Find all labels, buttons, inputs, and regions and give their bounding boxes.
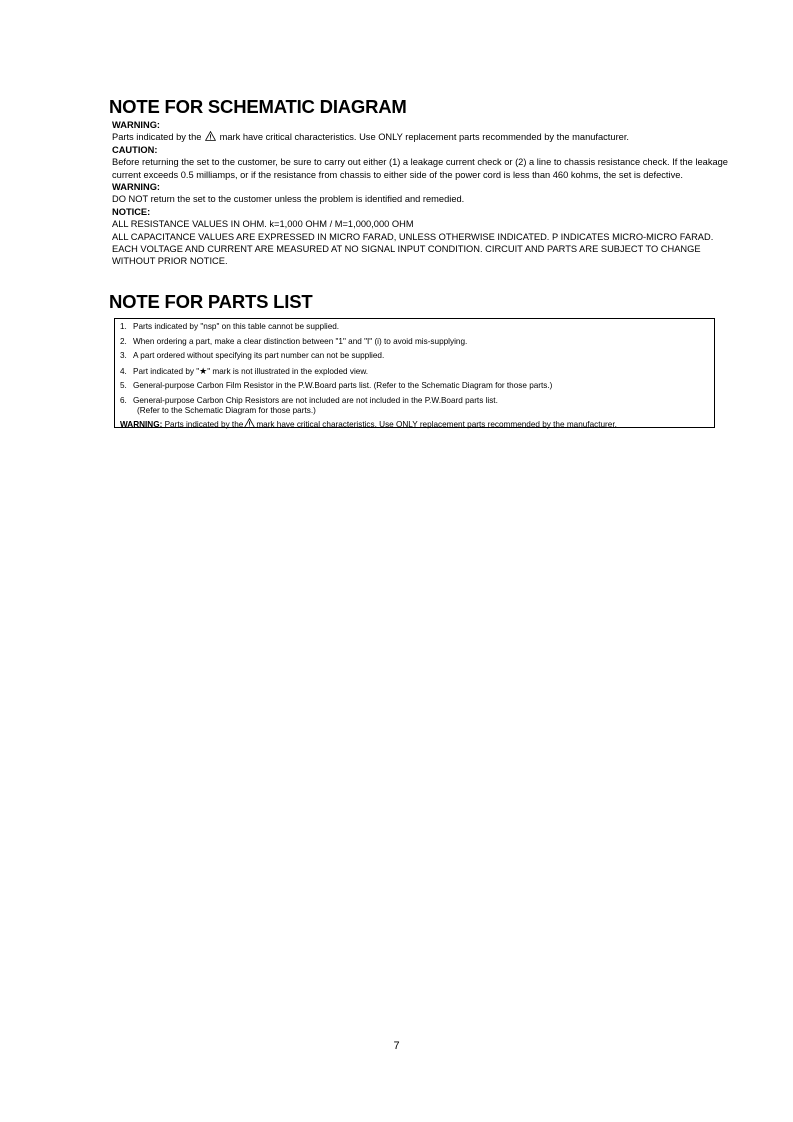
warning-text [112,131,734,143]
warning-triangle-icon [244,418,255,428]
warning-text-before-icon: Parts indicated by the [112,132,202,143]
list-item-number: 2. [120,336,127,346]
list-item [120,351,710,361]
star-icon: ★ [199,365,208,376]
list-item-text-after-star: " mark is not illustrated in the exploded view. [207,366,369,376]
list-item-main-text: General-purpose Carbon Chip Resistors are not included are not included in the P.W.Board parts list. [133,395,498,405]
list-item-number: 5. [120,381,127,390]
warning-text-before-icon: Parts indicated by the [164,420,244,430]
list-item-text [133,366,710,377]
list-item [120,396,710,416]
warning-label: WARNING: [120,420,163,430]
list-item-text: General-purpose Carbon Film Resistor in the P.W.Board parts list. (Refer to the Schematic Diagram for those parts.) [133,381,553,390]
schematic-notes [112,119,734,268]
warning-text-after-icon: mark have critical characteristics. Use ONLY replacement parts recommended by the manufacturer. [256,420,617,430]
notice-label: NOTICE: [112,206,151,217]
warning-triangle-icon [205,131,216,141]
list-item [120,337,710,347]
list-item-text: A part ordered without specifying its part number can not be supplied. [133,351,385,360]
warning-label: WARNING: [112,120,161,130]
list-item [120,322,710,332]
list-item-text: When ordering a part, make a clear distinction between "1" and "I" (i) to avoid mis-supplying. [133,336,468,346]
parts-warning [120,418,710,430]
list-item [120,366,710,377]
list-item-number: 3. [120,351,127,360]
list-item-number: 4. [120,366,127,376]
page-number: 7 [393,1040,400,1052]
notice-capacitance-text: ALL CAPACITANCE VALUES ARE EXPRESSED IN MICRO FARAD, UNLESS OTHERWISE INDICATED. P INDICATES MICRO-MICRO FARAD. EACH VOLTAGE AND CURRENT ARE MEASURED AT NO SIGNAL INPUT CONDITION. CIRCUIT AND PARTS ARE SUBJECT TO CHANGE WITHOUT PRIOR NOTICE. [112,231,714,267]
schematic-notes-title: NOTE FOR SCHEMATIC DIAGRAM [109,96,407,117]
caution-label: CAUTION: [112,144,158,155]
list-item-text [133,396,710,416]
list-item [120,381,710,391]
caution-text: Before returning the set to the customer, be sure to carry out either (1) a leakage current check or (2) a line to chassis resistance check. If the leakage current exceeds 0.5 milliamps, or if the resistance from chassis to either side of the power cord is less than 460 kohms, the set is defective. [112,157,728,180]
warning-label: WARNING: [112,182,161,193]
list-item-subtext: (Refer to the Schematic Diagram for those parts.) [137,405,316,415]
notice-resistance-text: ALL RESISTANCE VALUES IN OHM. k=1,000 OHM / M=1,000,000 OHM [112,219,414,230]
list-item-text-before-star: Part indicated by " [133,366,200,376]
list-item-number: 6. [120,395,127,405]
warning-text: DO NOT return the set to the customer unless the problem is identified and remedied. [112,194,465,205]
parts-list-notes-box [114,318,715,428]
parts-list-notes-title: NOTE FOR PARTS LIST [109,291,313,312]
list-item-text: Parts indicated by "nsp" on this table cannot be supplied. [133,322,340,331]
warning-text-after-icon: mark have critical characteristics. Use ONLY replacement parts recommended by the manufacturer. [219,132,629,143]
list-item-number: 1. [120,322,127,331]
